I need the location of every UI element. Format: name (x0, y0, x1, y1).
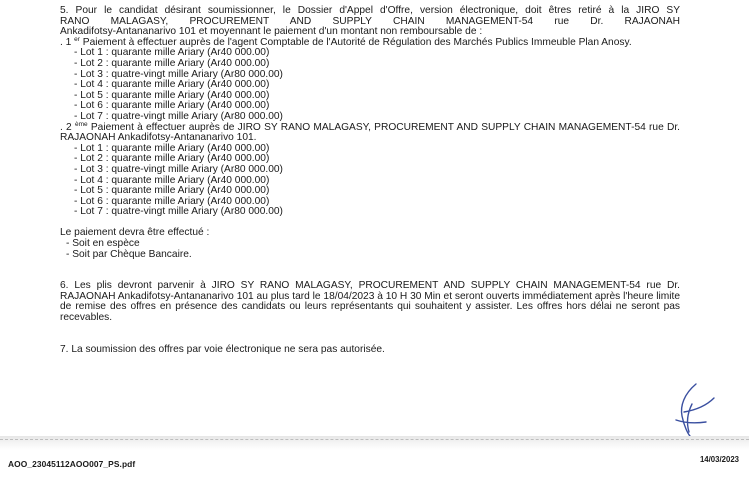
second-payment-ordinal: ème (74, 120, 88, 128)
footer-date: 14/03/2023 (699, 455, 739, 464)
first-payment-number: . 1 (60, 36, 72, 48)
section-5-line-2: RANO MALAGASY, PROCUREMENT AND SUPPLY CHAIN MANAGEMENT-54 rue Dr. RAJAONAH (60, 15, 680, 27)
first-payment-ordinal: er (74, 35, 80, 43)
lot-item: - Lot 3 : quatre-vingt mille Ariary (Ar80 000.00) (74, 163, 283, 175)
section-6-paragraph: 6. Les plis devront parvenir à JIRO SY RANO MALAGASY, PROCUREMENT AND SUPPLY CHAIN MANAGEMENT-54 rue Dr. RAJAONAH Ankadifotsy-Antananarivo 101 au plus tard le 18/04/2023 à 10 H 30 Min et seront ouverts immédiatement après l'heure limite de remise des offres en présence des candidats ou leurs représentants qui souhaitent y assister. Les offres hors délai ne seront pas recevables. (60, 280, 680, 324)
lot-item: - Lot 6 : quarante mille Ariary (Ar40 000.00) (74, 195, 270, 207)
second-payment-paragraph (60, 120, 680, 144)
lot-item: - Lot 6 : quarante mille Ariary (Ar40 000.00) (74, 100, 270, 112)
lot-item: - Lot 1 : quarante mille Ariary (Ar40 000.00) (74, 47, 270, 59)
footer-band (0, 436, 749, 502)
lot-item: - Lot 5 : quarante mille Ariary (Ar40 000.00) (74, 89, 270, 101)
section-5-line-3: Ankadifotsy-Antananarivo 101 et moyennant le paiement d'un montant non remboursable de : (60, 26, 483, 38)
footer-divider (0, 439, 749, 440)
lot-item: - Lot 1 : quarante mille Ariary (Ar40 000.00) (74, 142, 270, 154)
section-7-paragraph: 7. La soumission des offres par voie électronique ne sera pas autorisée. (60, 343, 385, 355)
lot-item: - Lot 4 : quarante mille Ariary (Ar40 000.00) (74, 79, 270, 91)
handwritten-signature (662, 382, 722, 438)
lot-item: - Lot 7 : quatre-vingt mille Ariary (Ar80 000.00) (74, 110, 283, 122)
payment-mode-item: - Soit par Chèque Bancaire. (66, 248, 192, 260)
lot-item: - Lot 3 : quatre-vingt mille Ariary (Ar80 000.00) (74, 68, 283, 80)
spacer (60, 324, 680, 345)
lot-item: - Lot 4 : quarante mille Ariary (Ar40 000.00) (74, 174, 270, 186)
footer-filename: AOO_23045112AOO007_PS.pdf (8, 459, 136, 469)
payment-intro: Le paiement devra être effectué : (60, 227, 210, 239)
lot-item: - Lot 2 : quarante mille Ariary (Ar40 000.00) (74, 153, 270, 165)
spacer (60, 260, 680, 281)
lot-item: - Lot 7 : quatre-vingt mille Ariary (Ar80 000.00) (74, 206, 283, 218)
second-payment-text: Paiement à effectuer auprès de JIRO SY RANO MALAGASY, PROCUREMENT AND SUPPLY CHAIN MANAGEMENT-54 rue Dr. RAJAONAH Ankadifotsy-Antananarivo 101. (60, 121, 680, 144)
lot-item: - Lot 2 : quarante mille Ariary (Ar40 000.00) (74, 57, 270, 69)
lot-item: - Lot 5 : quarante mille Ariary (Ar40 000.00) (74, 185, 270, 197)
document-body (60, 6, 680, 355)
section-5-line-1: 5. Pour le candidat désirant soumissionner, le Dossier d'Appel d'Offre, version électronique, doit êtres retiré à la JIRO SY (60, 5, 680, 16)
payment-mode-item: - Soit en espèce (66, 238, 140, 250)
first-payment-text: Paiement à effectuer auprès de l'agent Comptable de l'Autorité de Régulation des Marchés Publics Immeuble Plan Anosy. (79, 36, 632, 48)
second-payment-number: . 2 (60, 121, 72, 133)
payment-mode-list (60, 239, 680, 260)
second-payment-lot-list (60, 144, 680, 218)
first-payment-lot-list (60, 48, 680, 122)
